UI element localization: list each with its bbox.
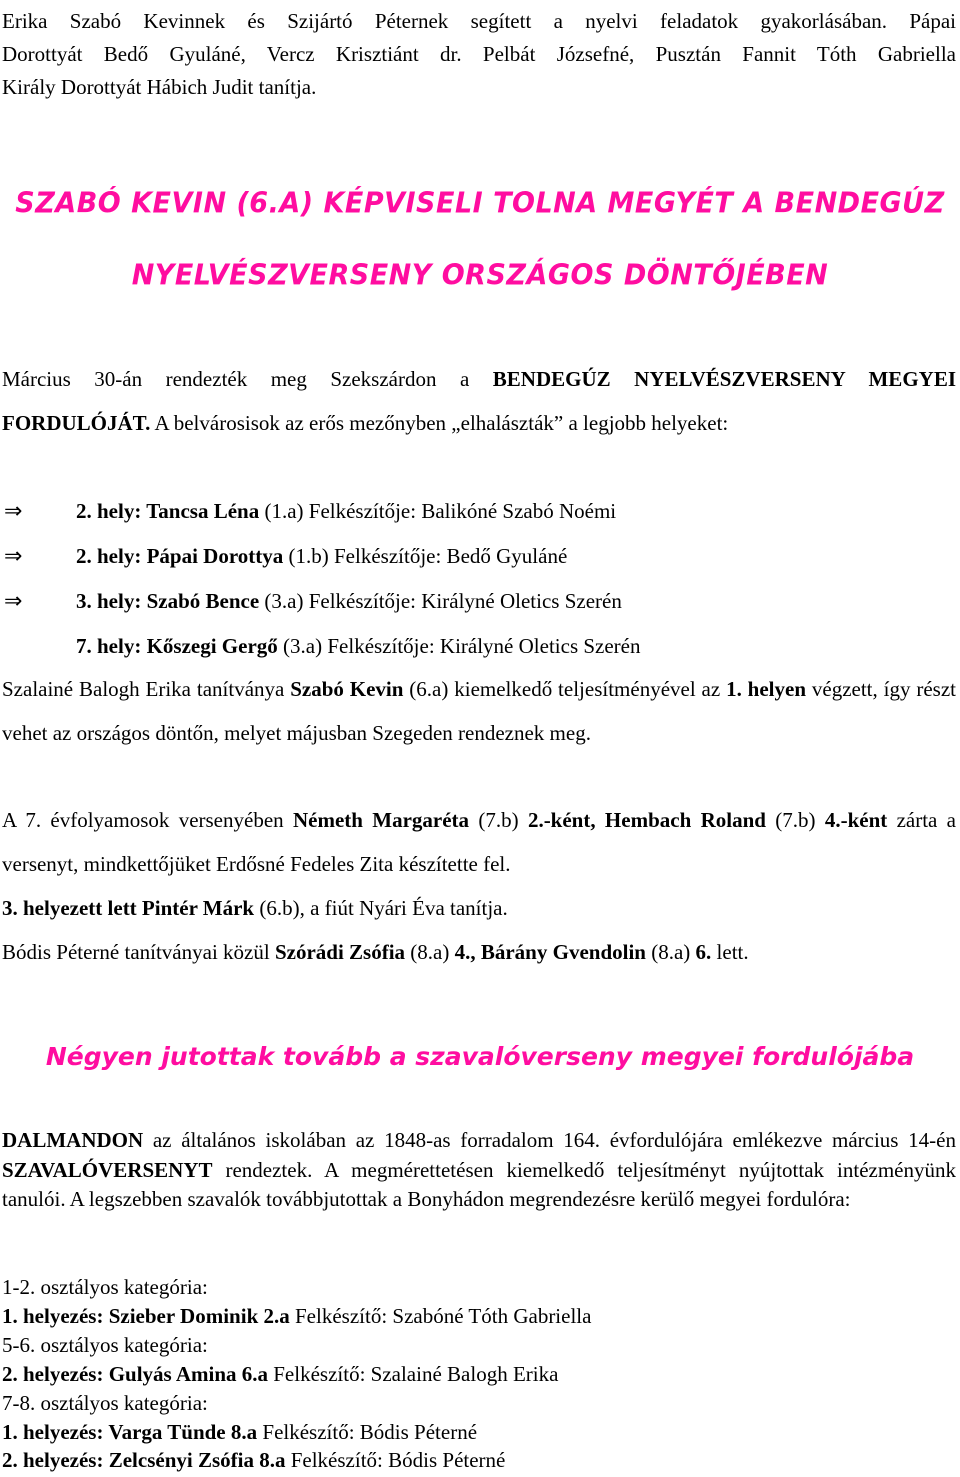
section2-paragraph-1	[2, 1126, 956, 1215]
section1-paragraph-5	[2, 930, 956, 974]
s2p1-text-b: az általános iskolában az 1848-as forradalom 164. évfordulójára emlékezve március 14-én	[143, 1128, 956, 1152]
s1p3-text-g: zárta a versenyt, mindkettőjüket Erdősné Fedeles Zita készítette fel.	[2, 808, 957, 876]
s2p1-bold-a: DALMANDON	[2, 1128, 144, 1152]
intro-text-2: Dorottyát Bedő Gyuláné, Vercz Krisztiánt dr. Pelbát Józsefné, Pusztán Fannit Tóth Gabriella	[2, 42, 956, 66]
s1p5-text-e: (8.a)	[645, 940, 696, 964]
result-row-1	[2, 1302, 956, 1331]
list-item	[0, 624, 960, 669]
section1-paragraph-4	[2, 886, 956, 930]
r4-text: Felkészítő: Bódis Péterné	[285, 1448, 506, 1472]
s1p1-bold-competition: BENDEGÚZ NYELVÉSZVERSENY MEGYEI FORDULÓJÁT.	[2, 367, 956, 435]
s1p5-bold-f: 6.	[695, 940, 712, 964]
s1p3-text-e: (7.b)	[765, 808, 825, 832]
results-list	[0, 489, 960, 669]
r1-text: Felkészítő: Szabóné Tóth Gabriella	[289, 1304, 592, 1328]
result-place: 2. hely: Tancsa Léna	[76, 499, 260, 523]
s1p2-text-c: (6.a) kiemelkedő teljesítményével az	[403, 677, 727, 701]
intro-text-1: Erika Szabó Kevinnek és Szijártó Péternek segített a nyelvi feladatok gyakorlásában. Pápai	[2, 9, 956, 33]
s1p1-text-c: A belvárosisok az erős mezőnyben „elhalászták” a legjobb helyeket:	[150, 411, 729, 435]
double-arrow-icon: ⇒	[4, 499, 23, 524]
result-detail: (1.a) Felkészítője: Balikóné Szabó Noémi	[259, 499, 617, 523]
s2p1-bold-c: SZAVALÓVERSENYT	[2, 1157, 213, 1182]
intro-line-3	[2, 65, 956, 109]
s1p5-text-c: (8.a)	[405, 940, 455, 964]
result-row-3	[2, 1418, 956, 1447]
s1p3-text-c: (7.b)	[469, 808, 528, 832]
s1p2-text-a: Szalainé Balogh Erika tanítványa	[2, 677, 291, 701]
r1-bold: 1. helyezés: Szieber Dominik 2.a	[2, 1304, 290, 1328]
section1-paragraph-1	[2, 357, 956, 445]
category-2: 5-6. osztályos kategória:	[2, 1333, 208, 1357]
result-place: 2. hely: Pápai Dorottya	[76, 544, 284, 568]
s1p5-bold-d: 4., Bárány Gvendolin	[454, 940, 646, 964]
result-detail: (3.a) Felkészítője: Királyné Oletics Szerén	[259, 589, 622, 613]
s1p2-bold-name: Szabó Kevin	[290, 677, 404, 701]
list-item	[0, 579, 960, 624]
s1p5-bold-b: Szórádi Zsófia	[274, 940, 406, 964]
s1p3-text-a: A 7. évfolyamosok versenyében	[2, 808, 293, 832]
s1p5-text-g: lett.	[711, 940, 749, 964]
section1-paragraph-2	[2, 667, 956, 755]
s1p2-bold-place: 1. helyen	[726, 677, 807, 701]
list-item	[0, 489, 960, 534]
s1p3-bold-f: 4.-ként	[824, 808, 888, 832]
s1p1-text-a: Március 30-án rendezték meg Szekszárdon a	[2, 367, 493, 391]
result-row-2	[2, 1360, 956, 1389]
r3-text: Felkészítő: Bódis Péterné	[257, 1420, 478, 1444]
s1p4-bold-a: 3. helyezett lett Pintér Márk	[2, 896, 255, 920]
double-arrow-icon: ⇒	[4, 544, 23, 569]
s1p5-text-a: Bódis Péterné tanítványai közül	[2, 940, 275, 964]
headline-1-line-2: NYELVÉSZVERSENY ORSZÁGOS DÖNTŐJÉBEN	[131, 259, 829, 292]
headline-2: Négyen jutottak tovább a szavalóverseny megyei fordulójába	[45, 1042, 915, 1071]
intro-text-3: Király Dorottyát Hábich Judit tanítja.	[2, 75, 317, 99]
result-place: 3. hely: Szabó Bence	[76, 589, 260, 613]
result-detail: (1.b) Felkészítője: Bedő Gyuláné	[283, 544, 568, 568]
r3-bold: 1. helyezés: Varga Tünde 8.a	[2, 1420, 258, 1444]
result-detail: (3.a) Felkészítője: Királyné Oletics Szerén	[277, 634, 641, 658]
headline-1-line-1: SZABÓ KEVIN (6.A) KÉPVISELI TOLNA MEGYÉT A BENDEGÚZ	[15, 187, 945, 220]
s2p1-text-d: rendeztek. A megmérettetésen kiemelkedő teljesítményt nyújtottak intézményünk tanulói. A legszebben szavalók továbbjutottak a Bonyhádon megrendezésre kerülő megyei fordulóra:	[2, 1157, 956, 1211]
category-1: 1-2. osztályos kategória:	[2, 1275, 208, 1299]
result-row-4	[2, 1446, 956, 1475]
category-3: 7-8. osztályos kategória:	[2, 1391, 208, 1415]
r2-text: Felkészítő: Szalainé Balogh Erika	[268, 1362, 559, 1386]
list-item	[0, 534, 960, 579]
s1p3-bold-d: 2.-ként, Hembach Roland	[527, 808, 766, 832]
s1p3-bold-b: Németh Margaréta	[292, 808, 470, 832]
s1p4-text-b: (6.b), a fiút Nyári Éva tanítja.	[254, 896, 508, 920]
section1-paragraph-3	[2, 798, 956, 886]
double-arrow-icon: ⇒	[4, 589, 23, 614]
r2-bold: 2. helyezés: Gulyás Amina 6.a	[2, 1362, 268, 1386]
result-place: 7. hely: Kőszegi Gergő	[76, 634, 278, 658]
s1p2-text-e: végzett, így részt vehet az országos döntőn, melyet májusban Szegeden rendeznek meg.	[2, 677, 956, 745]
r4-bold: 2. helyezés: Zelcsényi Zsófia 8.a	[2, 1448, 286, 1472]
